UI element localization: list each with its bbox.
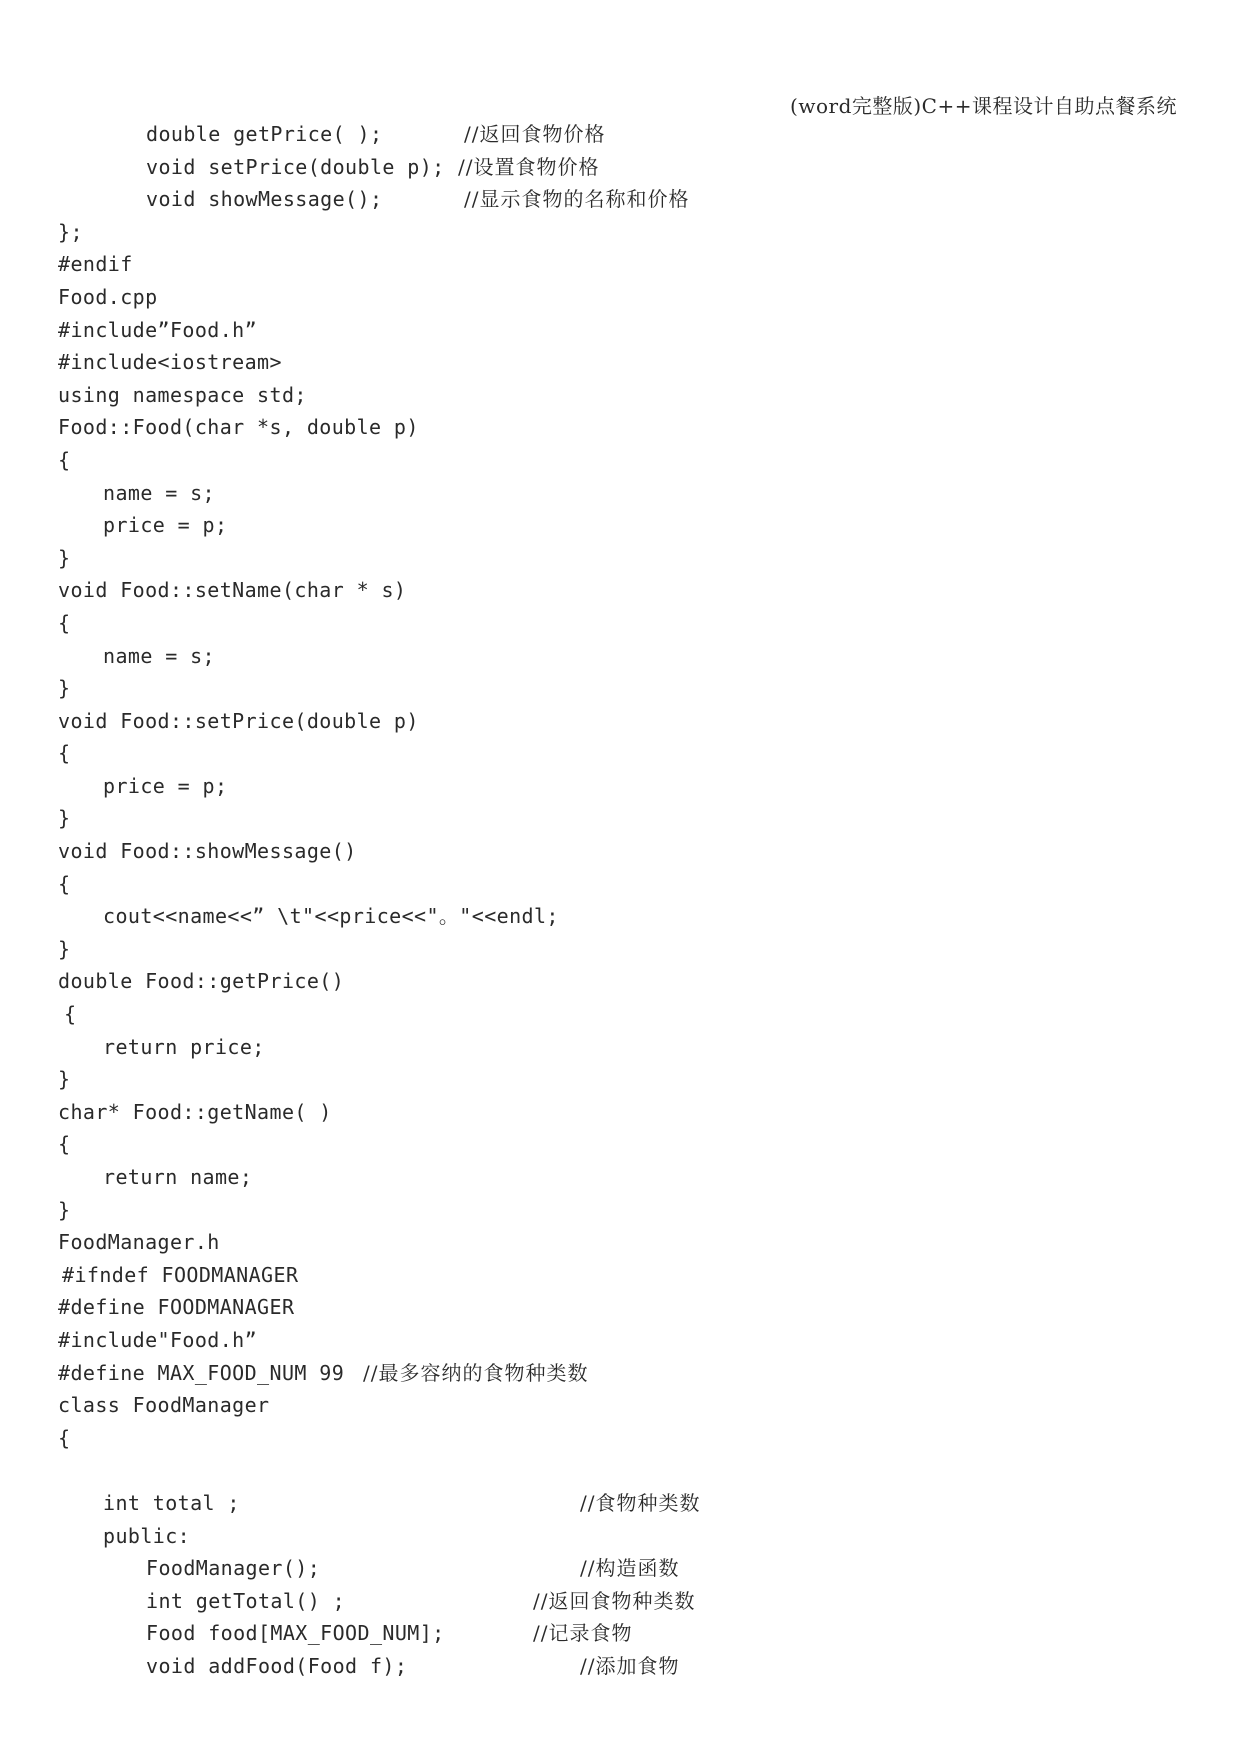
code-line — [58, 444, 1178, 477]
code-text: } — [58, 806, 71, 831]
code-line — [58, 1552, 1178, 1585]
code-text: } — [58, 936, 71, 961]
code-line — [58, 607, 1178, 640]
code-line — [58, 1063, 1178, 1096]
code-line — [58, 1454, 1178, 1487]
code-comment: //显示食物的名称和价格 — [464, 187, 690, 212]
code-text: { — [64, 1002, 77, 1027]
code-text: } — [58, 1197, 71, 1222]
code-line — [58, 900, 1178, 933]
code-text: Food food[MAX_FOOD_NUM]; — [146, 1621, 445, 1646]
code-line — [58, 1096, 1178, 1129]
code-comment: //设置食物价格 — [458, 154, 600, 179]
code-line — [58, 835, 1178, 868]
code-text: return name; — [103, 1165, 253, 1189]
code-text: { — [58, 610, 71, 635]
page-header: (word完整版)C++课程设计自助点餐系统 — [790, 94, 1177, 118]
code-text: #ifndef FOODMANAGER — [62, 1262, 299, 1287]
code-line — [58, 542, 1178, 575]
code-line — [58, 868, 1178, 901]
code-text: class FoodManager — [58, 1393, 270, 1418]
code-line — [58, 998, 1178, 1031]
code-text: void Food::showMessage() — [58, 839, 357, 864]
code-line — [58, 411, 1178, 444]
code-line — [58, 1226, 1178, 1259]
code-text: #include"Food.h” — [58, 1327, 258, 1352]
code-line — [58, 346, 1178, 379]
code-line — [58, 1487, 1178, 1520]
code-text: void Food::setName(char * s) — [58, 578, 407, 603]
code-line — [58, 1422, 1178, 1455]
code-line — [58, 281, 1178, 314]
code-line — [58, 216, 1178, 249]
code-line — [58, 314, 1178, 347]
code-text: FoodManager(); — [146, 1556, 321, 1581]
code-text: { — [58, 447, 71, 472]
code-line — [58, 705, 1178, 738]
code-text: double Food::getPrice() — [58, 969, 345, 994]
code-text: name = s; — [103, 480, 215, 505]
code-text: { — [58, 871, 71, 896]
code-line — [58, 802, 1178, 835]
code-line — [58, 737, 1178, 770]
code-comment: //食物种类数 — [580, 1490, 701, 1515]
code-line — [58, 1259, 1178, 1292]
code-line — [58, 965, 1178, 998]
code-text: #include<iostream> — [58, 350, 282, 375]
code-line — [58, 1520, 1178, 1553]
code-comment: //返回食物价格 — [464, 122, 606, 146]
code-line — [58, 1389, 1178, 1422]
code-text: using namespace std; — [58, 382, 307, 407]
code-text: #define FOODMANAGER — [58, 1295, 295, 1320]
code-text: price = p; — [103, 773, 228, 798]
code-line — [58, 1650, 1178, 1683]
code-text: } — [58, 676, 71, 701]
code-line — [58, 509, 1178, 542]
code-text: #include”Food.h” — [58, 317, 258, 342]
code-line — [58, 1585, 1178, 1618]
code-line — [58, 640, 1178, 673]
code-line — [58, 1357, 1178, 1390]
code-text: { — [58, 741, 71, 766]
code-comment: //返回食物种类数 — [533, 1588, 696, 1613]
code-comment: //记录食物 — [533, 1621, 633, 1646]
code-text: void showMessage(); — [146, 187, 383, 212]
code-line — [58, 1291, 1178, 1324]
code-text: #endif — [58, 252, 133, 277]
code-text: cout<<name<<” \t"<<price<<"。"<<endl; — [103, 904, 559, 929]
code-line — [58, 118, 1178, 151]
code-text: return price; — [103, 1034, 265, 1059]
code-text: Food::Food(char *s, double p) — [58, 415, 419, 440]
code-text: { — [58, 1425, 71, 1450]
code-text: }; — [58, 219, 83, 244]
code-comment: //最多容纳的食物种类数 — [363, 1360, 589, 1385]
code-line — [58, 151, 1178, 184]
code-line — [58, 1031, 1178, 1064]
code-text: Food.cpp — [58, 284, 158, 309]
code-line — [58, 1161, 1178, 1194]
code-text: double getPrice( ); — [146, 122, 383, 146]
code-text: public: — [103, 1523, 191, 1548]
code-text: char* Food::getName( ) — [58, 1099, 332, 1124]
code-text: int total ; — [103, 1490, 240, 1515]
code-text: #define MAX_FOOD_NUM 99 — [58, 1360, 345, 1385]
code-line — [58, 574, 1178, 607]
code-line — [58, 770, 1178, 803]
code-line — [58, 1324, 1178, 1357]
code-text: int getTotal() ; — [146, 1588, 346, 1613]
code-text: } — [58, 1067, 71, 1092]
code-line — [58, 1128, 1178, 1161]
code-text: name = s; — [103, 643, 215, 668]
code-line — [58, 933, 1178, 966]
code-text: } — [58, 545, 71, 570]
code-text: price = p; — [103, 513, 228, 538]
code-listing — [58, 118, 1178, 1683]
code-text: void addFood(Food f); — [146, 1653, 408, 1678]
code-line — [58, 477, 1178, 510]
code-line — [58, 248, 1178, 281]
code-text: { — [58, 1132, 71, 1157]
code-line — [58, 672, 1178, 705]
code-line — [58, 1194, 1178, 1227]
code-comment: //构造函数 — [580, 1556, 680, 1581]
code-line — [58, 379, 1178, 412]
code-text: void Food::setPrice(double p) — [58, 708, 419, 733]
code-text: void setPrice(double p); — [146, 154, 445, 179]
code-text: FoodManager.h — [58, 1230, 220, 1255]
code-comment: //添加食物 — [580, 1653, 680, 1678]
code-line — [58, 183, 1178, 216]
code-line — [58, 1617, 1178, 1650]
